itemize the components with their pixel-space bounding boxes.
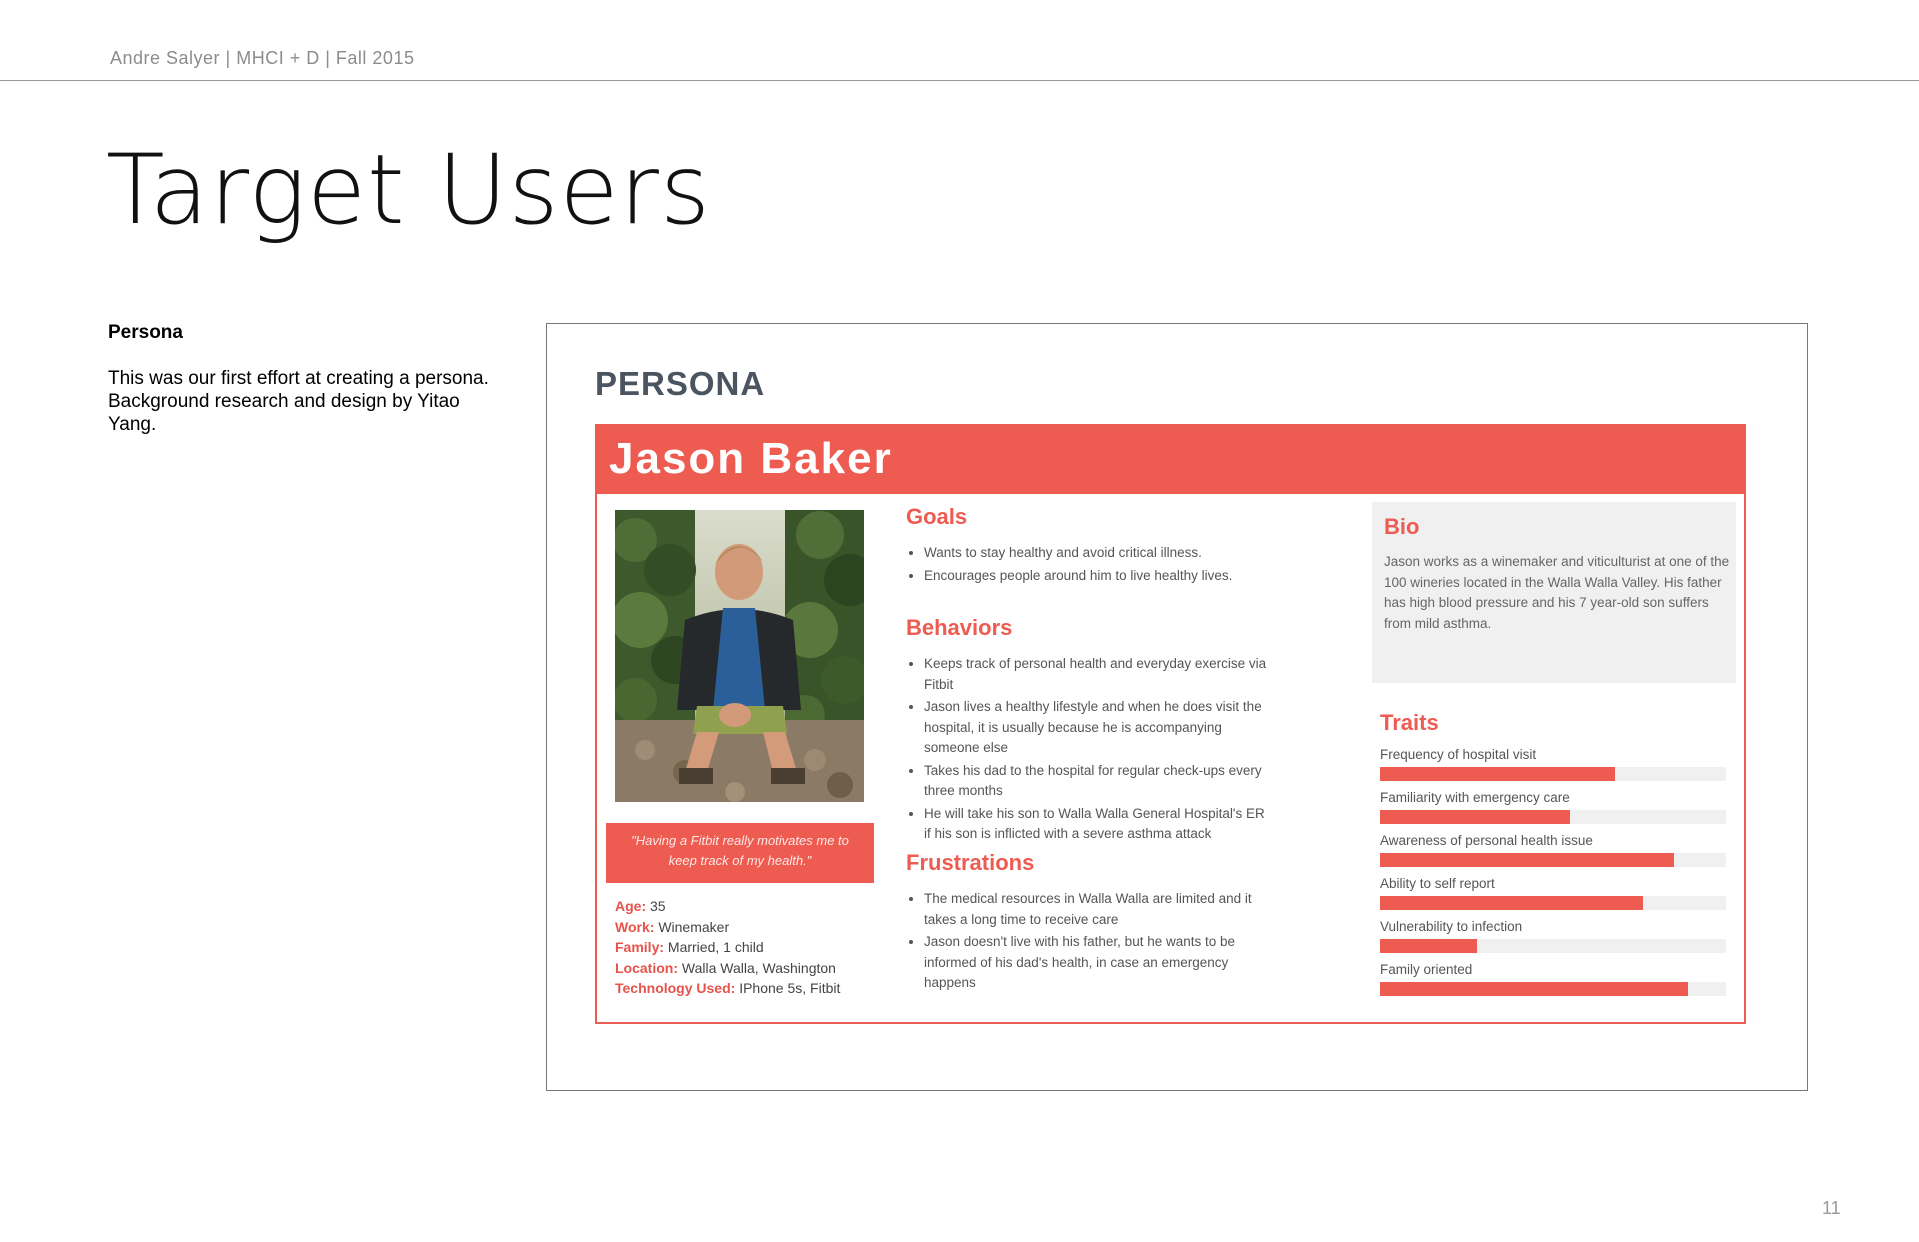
trait-row [1380,832,1726,875]
trait-label: Family oriented [1380,962,1473,977]
bio-box [1372,502,1736,683]
trait-track [1380,982,1726,996]
sidebar-description: This was our first effort at creating a persona. Background research and design by Yitao Yang. [108,368,489,435]
persona-quote: "Having a Fitbit really motivates me to keep track of my health." [606,823,874,883]
behavior-item: • Keeps track of personal health and everyday exercise via Fitbit [924,654,1269,695]
trait-bar [1380,810,1570,824]
fact-work: Work: Winemaker [615,918,730,935]
goals-list [906,543,1269,588]
behavior-item: • Takes his dad to the hospital for regular check-ups every three months [924,761,1269,802]
behaviors-list [906,654,1269,847]
bio-heading: Bio [1384,514,1420,539]
trait-row [1380,746,1726,789]
trait-label: Vulnerability to infection [1380,919,1523,934]
trait-track [1380,810,1726,824]
sidebar-heading: Persona [108,322,183,343]
trait-bar [1380,939,1477,953]
fact-location: Location: Walla Walla, Washington [615,959,836,976]
persona-name: Jason Baker [609,434,893,483]
behavior-item: • Jason lives a healthy lifestyle and when he does visit the hospital, it is usually because he is accompanying someone else [924,697,1269,759]
persona-photo-image [615,510,864,802]
trait-track [1380,767,1726,781]
header-divider [0,80,1919,81]
trait-label: Familiarity with emergency care [1380,790,1570,805]
traits-heading: Traits [1380,710,1439,735]
trait-track [1380,853,1726,867]
header-text: Andre Salyer | MHCI + D | Fall 2015 [110,48,415,68]
trait-bar [1380,767,1615,781]
trait-row [1380,875,1726,918]
goal-item: • Wants to stay healthy and avoid critical illness. [924,543,1269,564]
trait-label: Ability to self report [1380,876,1495,891]
traits-section [1380,710,1726,1004]
trait-track [1380,896,1726,910]
trait-track [1380,939,1726,953]
persona-frame [546,323,1808,1091]
frustrations-heading: Frustrations [906,850,1035,875]
behavior-item: • He will take his son to Walla Walla General Hospital's ER if his son is inflicted with a severe asthma attack [924,804,1269,845]
trait-bar [1380,853,1674,867]
trait-label: Frequency of hospital visit [1380,747,1537,762]
goals-heading: Goals [906,504,968,529]
trait-bar [1380,896,1643,910]
trait-bar [1380,982,1688,996]
trait-label: Awareness of personal health issue [1380,833,1593,848]
behaviors-heading: Behaviors [906,615,1013,640]
goal-item: • Encourages people around him to live healthy lives. [924,566,1269,587]
page-title: Target Users [106,134,712,246]
trait-row [1380,789,1726,832]
persona-card [595,424,1746,1024]
persona-banner [597,426,1744,494]
frustration-item: • The medical resources in Walla Walla are limited and it takes a long time to receive care [924,889,1269,930]
frustration-item: • Jason doesn't live with his father, but he wants to be informed of his dad's health, in case an emergency happens [924,932,1269,994]
fact-technology: Technology Used: IPhone 5s, Fitbit [615,980,841,996]
trait-row [1380,918,1726,961]
persona-facts [615,896,840,999]
fact-age: Age: 35 [615,898,666,914]
bio-text: Jason works as a winemaker and viticulturist at one of the 100 wineries located in the Walla Walla Valley. His father has high blood pressure and his 7 year-old son suffers from mild asthma. [1384,554,1730,631]
trait-row [1380,961,1726,1004]
page-number: 11 [1822,1198,1841,1218]
persona-photo [615,510,864,802]
fact-family: Family: Married, 1 child [615,939,764,955]
persona-section-label: PERSONA [595,365,766,402]
frustrations-list [906,889,1269,996]
